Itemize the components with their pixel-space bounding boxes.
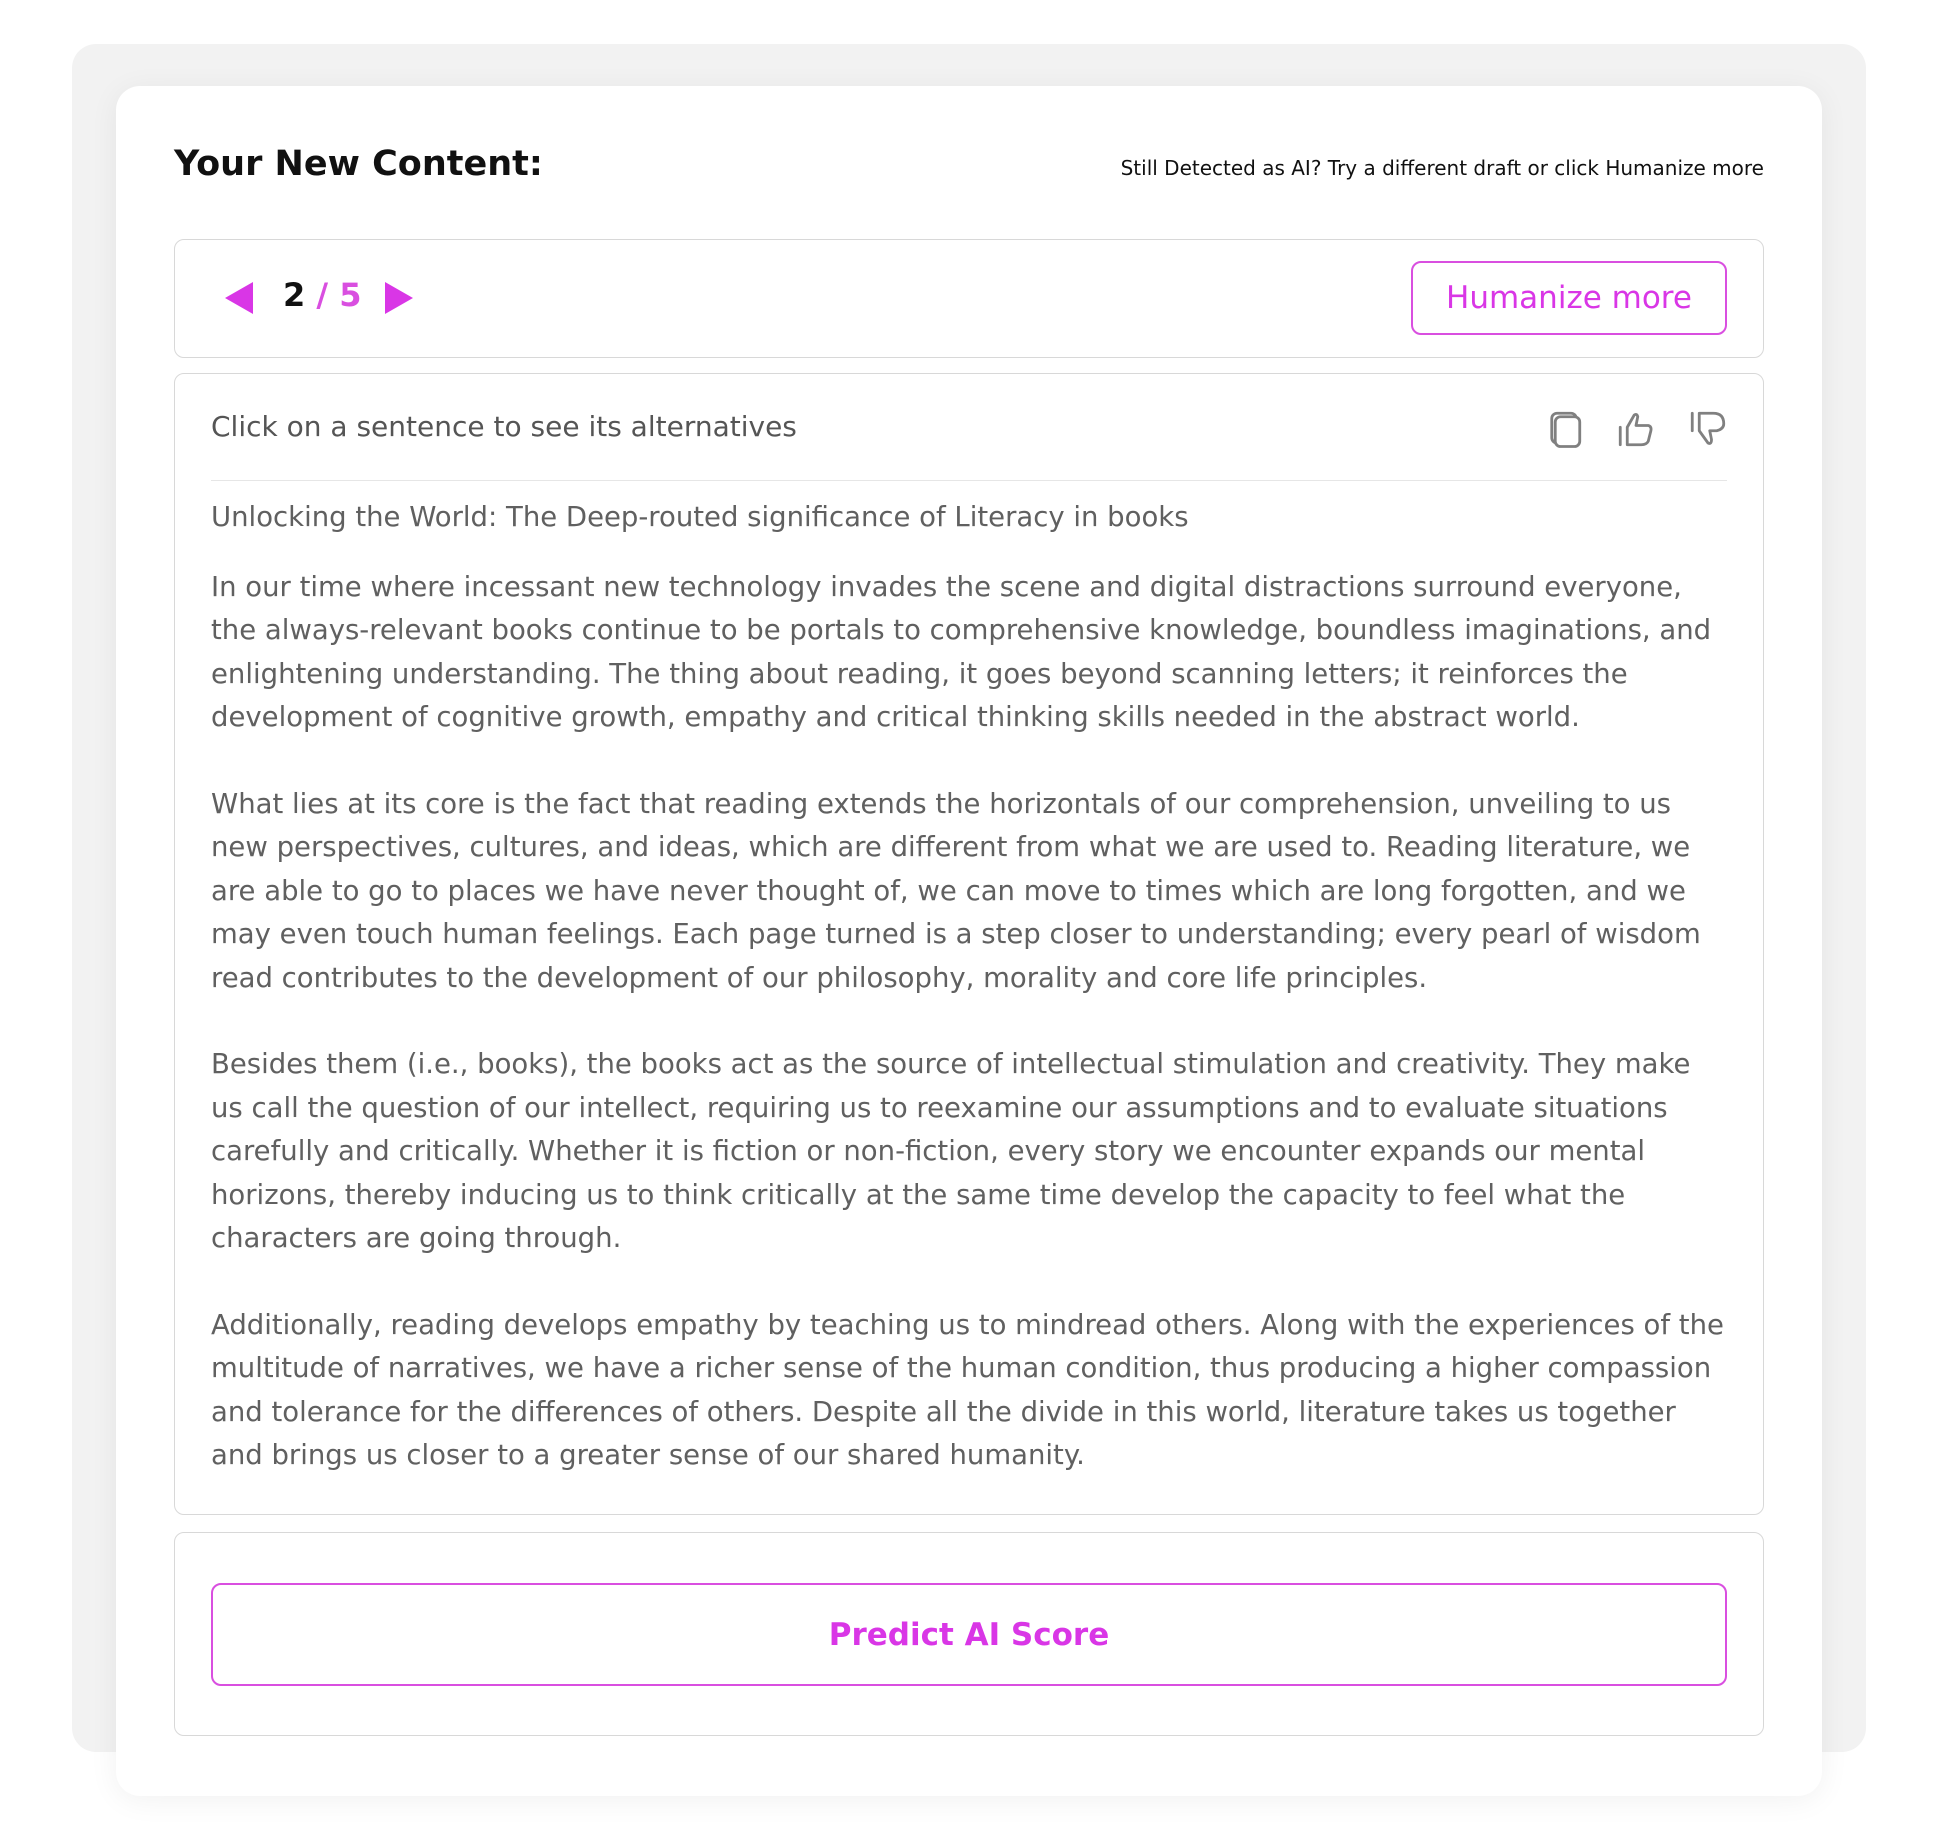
draft-pager [283, 276, 362, 314]
total-drafts: / 5 [316, 276, 362, 314]
predict-ai-score-button[interactable]: Predict AI Score [211, 1583, 1727, 1686]
content-card [116, 86, 1822, 1796]
detection-note: Still Detected as AI? Try a different draft or click Humanize more [1120, 156, 1764, 180]
page-title: Your New Content: [174, 144, 543, 184]
paragraph[interactable]: Besides them (i.e., books), the books act as the source of intellectual stimulation and creativity. They make us call the question of our intellect, requiring us to reexamine our assumptions and to evaluate situations carefully and critically. Whether it is fiction or non-fiction, every story we encounter expands our mental horizons, thereby inducing us to think critically at the same time develop the capacity to feel what the characters are going through. [211, 1048, 1691, 1254]
content-heading[interactable]: Unlocking the World: The Deep-routed significance of Literacy in books [211, 501, 1189, 533]
thumbs-up-icon[interactable] [1615, 408, 1657, 450]
paragraph[interactable]: What lies at its core is the fact that reading extends the horizontals of our comprehension, unveiling to us new perspectives, cultures, and ideas, which are different from what we are used to. Reading literature, we are able to go to places we have never thought of, we can move to times which are long forgotten, and we may even touch human feelings. Each page turned is a step closer to understanding; every pearl of wisdom read contributes to the development of our philosophy, morality and core life principles. [211, 787, 1701, 994]
paragraph[interactable]: Additionally, reading develops empathy by teaching us to mindread others. Along with the experiences of the multitude of narratives, we have a richer sense of the human condition, thus producing a higher compassion and tolerance for the differences of others. Despite all the divide in this world, literature takes us together and brings us closer to a greater sense of our shared humanity. [211, 1308, 1724, 1471]
score-panel [174, 1532, 1764, 1736]
next-draft-icon[interactable] [385, 282, 413, 314]
current-draft: 2 [283, 276, 306, 314]
paragraph[interactable]: In our time where incessant new technology invades the scene and digital distractions surround everyone, the always-relevant books continue to be portals to comprehensive knowledge, boundless imaginations, and enlightening understanding. The thing about reading, it goes beyond scanning letters; it reinforces the development of cognitive growth, empathy and critical thinking skills needed in the abstract world. [211, 570, 1712, 733]
previous-draft-icon[interactable] [225, 282, 253, 314]
thumbs-down-icon[interactable] [1687, 408, 1729, 450]
divider [211, 480, 1727, 481]
content-panel [174, 373, 1764, 1515]
sentence-hint: Click on a sentence to see its alternatives [211, 410, 797, 443]
draft-navigation [174, 239, 1764, 358]
generated-text [211, 496, 1727, 1521]
copy-icon[interactable] [1543, 408, 1585, 450]
humanize-more-button[interactable]: Humanize more [1411, 261, 1727, 335]
